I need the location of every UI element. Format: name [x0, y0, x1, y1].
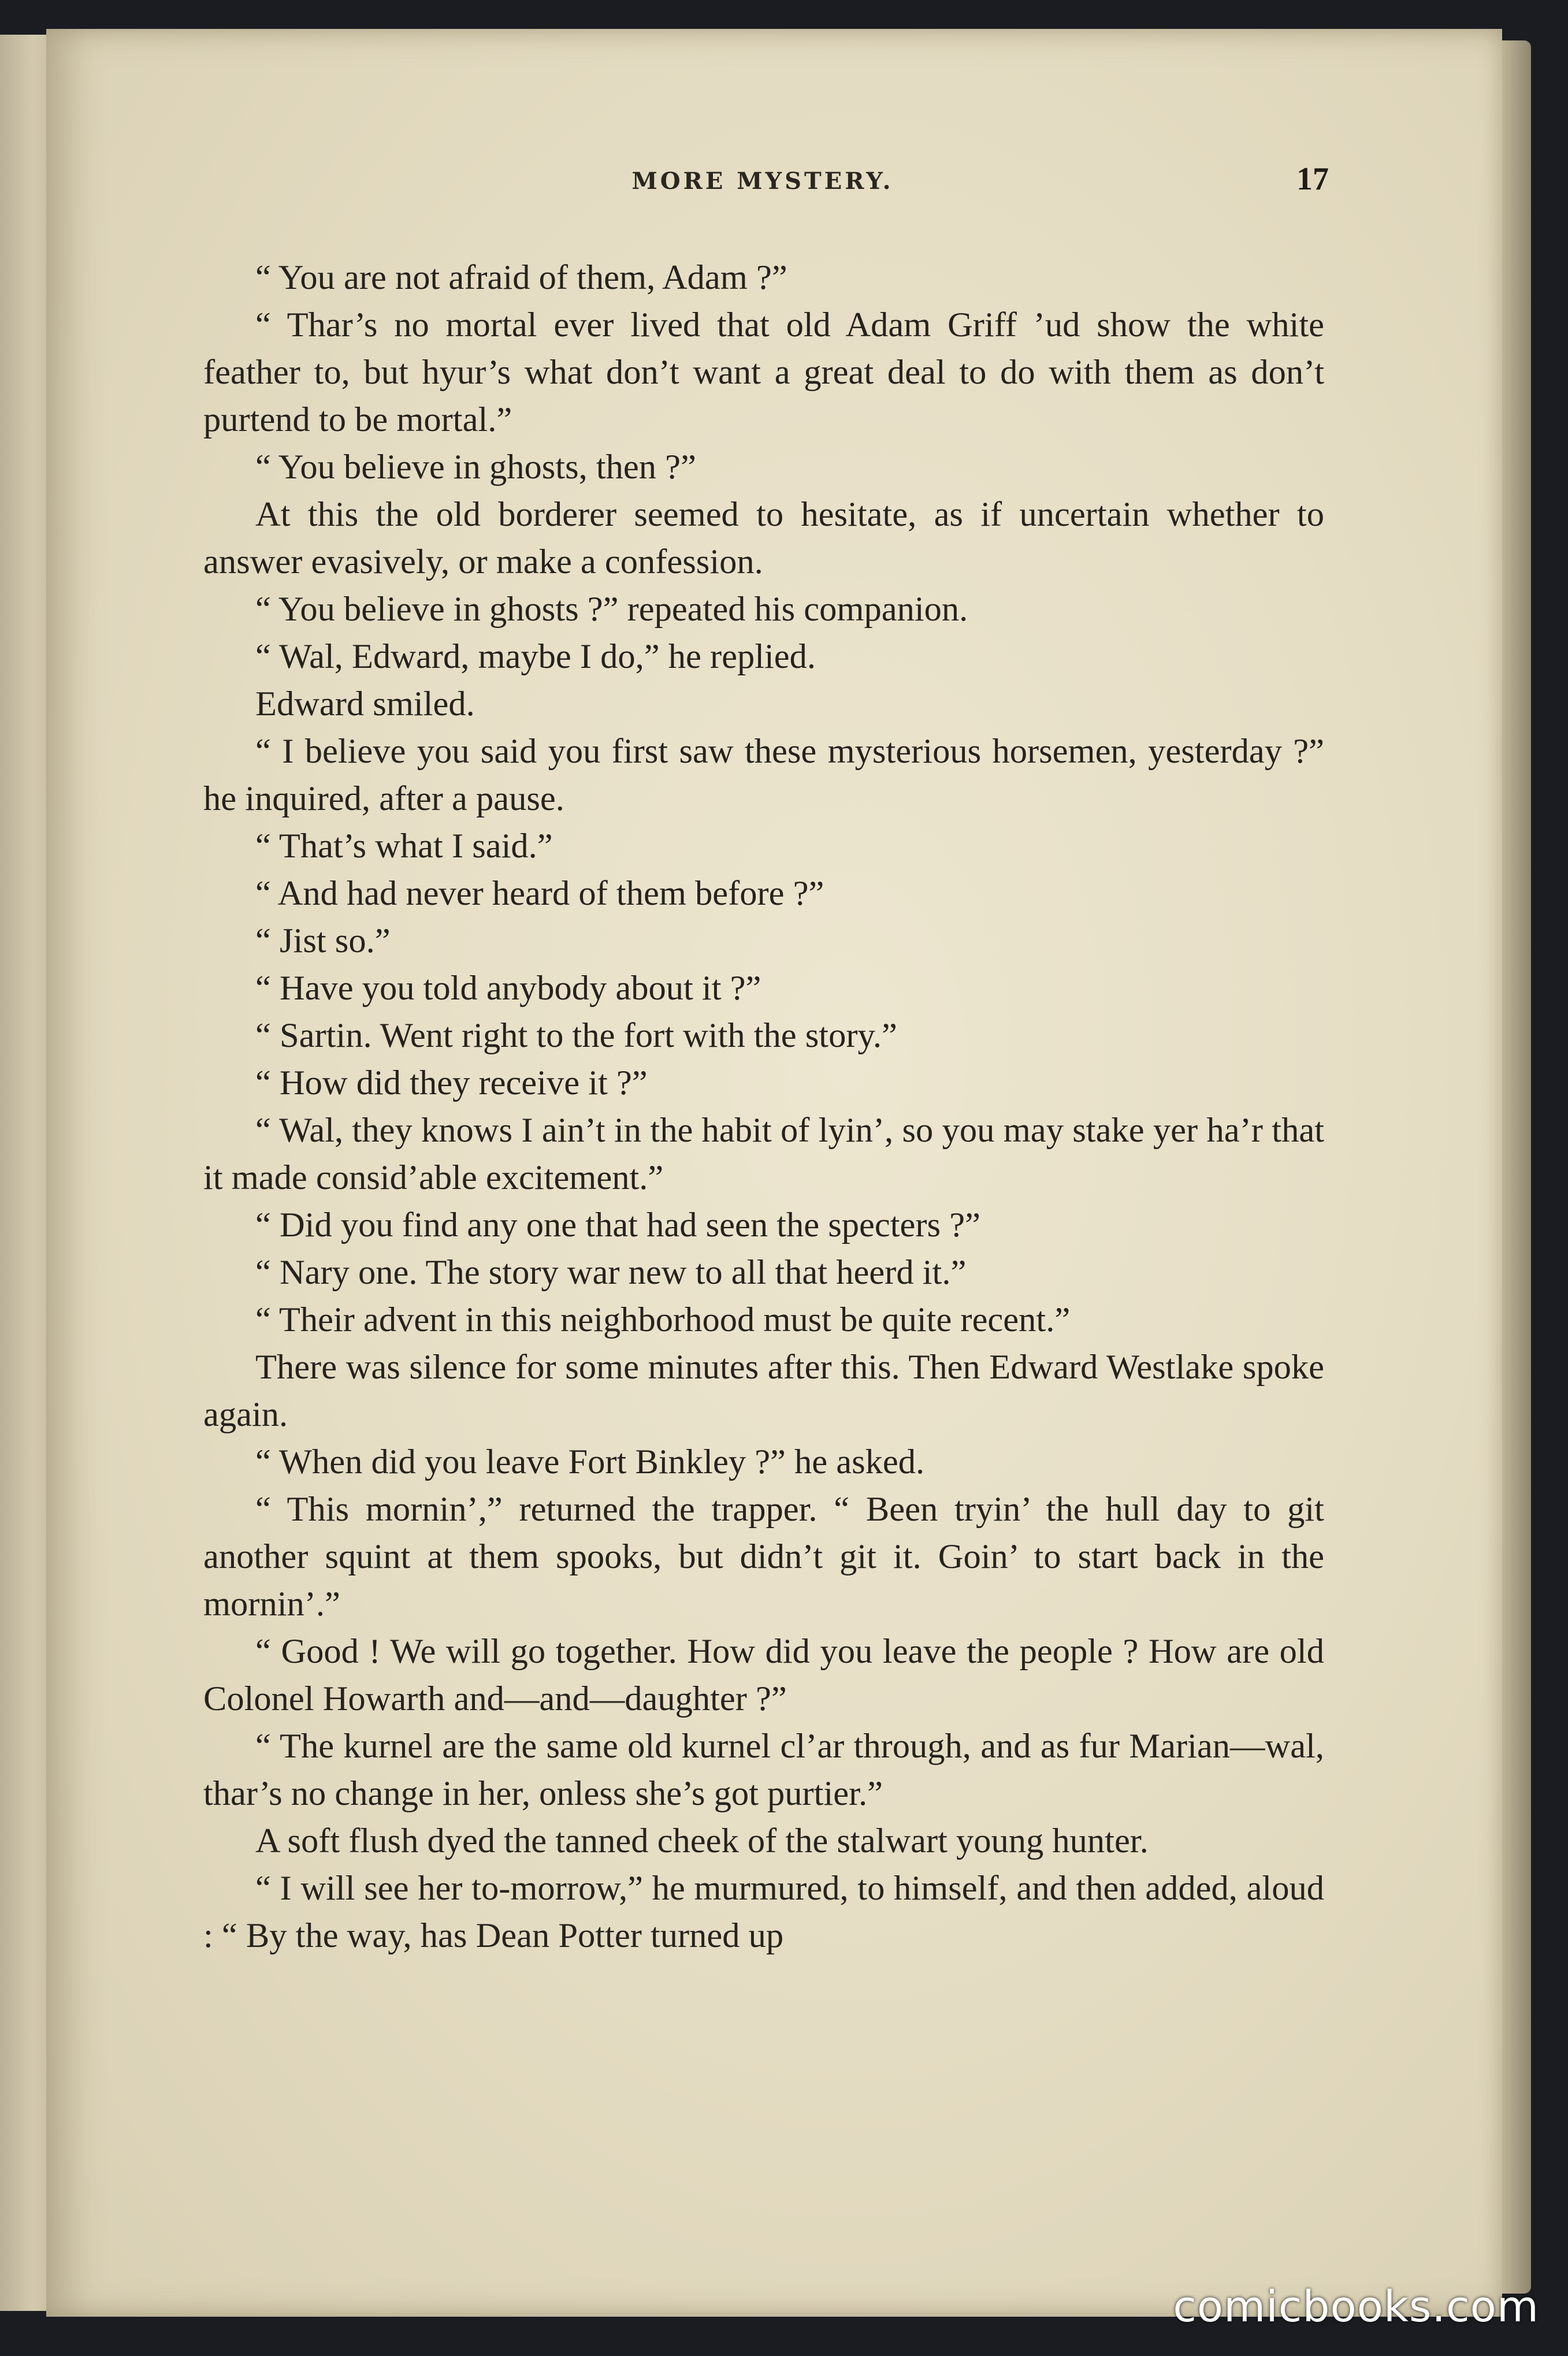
paragraph: “ Have you told anybody about it ?” [255, 969, 761, 1008]
running-title: MORE MYSTERY. [631, 168, 894, 195]
paragraph: A soft flush dyed the tanned cheek of the stalwart young hunter. [255, 1822, 1149, 1860]
paragraph: “ The kurnel are the same old kurnel cl’ar through, and as fur Marian—wal, thar’s no change in her, onless she’s got purtier.” [203, 1727, 1324, 1813]
paragraph: “ You believe in ghosts ?” repeated his companion. [255, 590, 968, 629]
body-text [203, 254, 1324, 1960]
page-header [196, 144, 1329, 208]
paragraph: “ Good ! We will go together. How did you leave the people ? How are old Colonel Howarth and—and—daughter ?” [203, 1632, 1324, 1718]
paragraph: “ This mornin’,” returned the trapper. “ Been tryin’ the hull day to git another squint at them spooks, but didn’t git it. Goin’ to start back in the mornin’.” [203, 1490, 1324, 1623]
paragraph: “ I will see her to-morrow,” he murmured, to himself, and then added, aloud : “ By the way, has Dean Potter turned up [203, 1869, 1324, 1955]
paragraph: “ Thar’s no mortal ever lived that old Adam Griff ’ud show the white feather to, but hyur’s what don’t want a great deal to do with them as don’t purtend to be mortal.” [203, 306, 1324, 439]
paragraph: “ Nary one. The story war new to all that heerd it.” [255, 1253, 967, 1292]
paragraph: “ When did you leave Fort Binkley ?” he asked. [255, 1443, 925, 1481]
paragraph: “ You believe in ghosts, then ?” [255, 448, 696, 486]
paragraph: “ Did you find any one that had seen the specters ?” [255, 1206, 980, 1244]
paragraph: “ You are not afraid of them, Adam ?” [255, 258, 787, 297]
paragraph: At this the old borderer seemed to hesitate, as if uncertain whether to answer evasively, or make a confession. [203, 495, 1324, 581]
paragraph: “ I believe you said you first saw these mysterious horsemen, yesterday ?” he inquired, after a pause. [203, 732, 1324, 818]
site-watermark: comicbooks.com [1173, 2282, 1539, 2332]
paragraph: There was silence for some minutes after this. Then Edward Westlake spoke again. [203, 1348, 1324, 1434]
page-number: 17 [1296, 161, 1329, 197]
paragraph: “ And had never heard of them before ?” [255, 874, 824, 913]
paragraph: “ Wal, they knows I ain’t in the habit of lyin’, so you may stake yer ha’r that it made consid’able excitement.” [203, 1111, 1324, 1197]
paragraph: “ Jist so.” [255, 921, 391, 960]
paragraph: “ How did they receive it ?” [255, 1064, 648, 1102]
paragraph: “ Their advent in this neighborhood must be quite recent.” [255, 1300, 1071, 1339]
paragraph: Edward smiled. [255, 685, 475, 723]
paragraph: “ Sartin. Went right to the fort with the story.” [255, 1016, 897, 1055]
paragraph: “ Wal, Edward, maybe I do,” he replied. [255, 637, 816, 676]
paragraph: “ That’s what I said.” [255, 827, 553, 865]
